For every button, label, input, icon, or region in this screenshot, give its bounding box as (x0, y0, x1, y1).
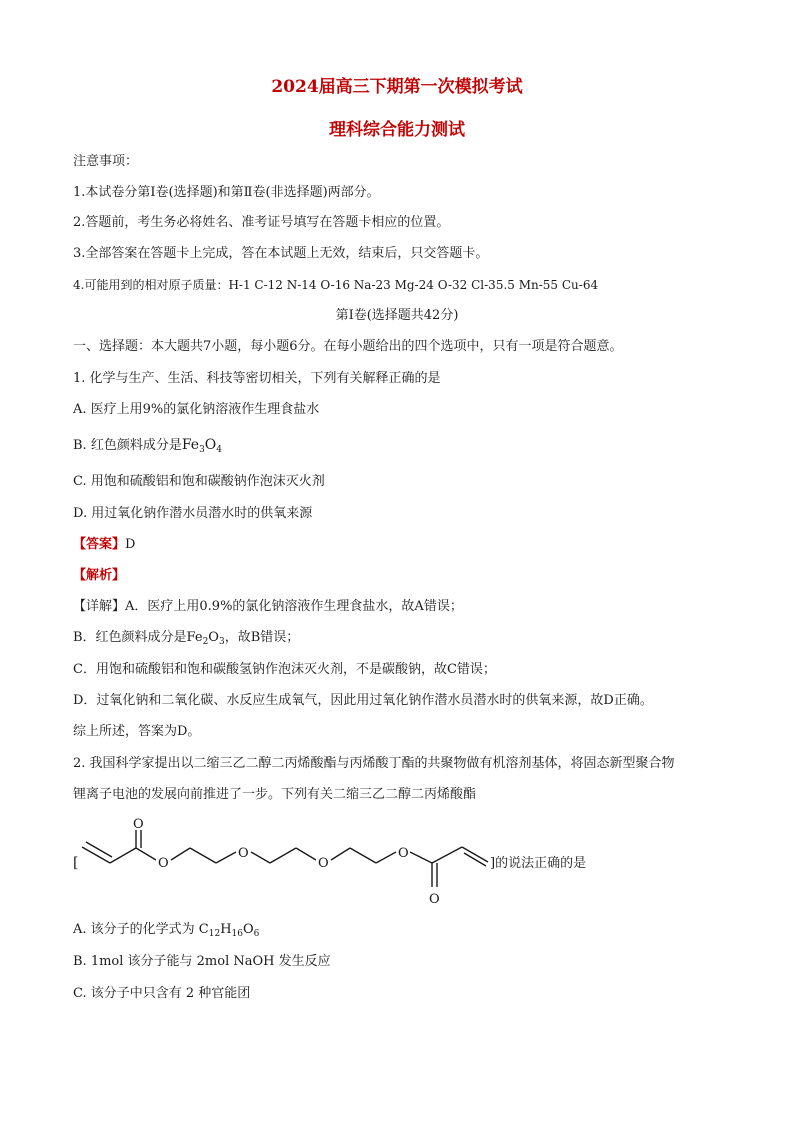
atom-o-ether-1: O (238, 846, 249, 861)
answer-label: 【答案】 (73, 537, 126, 552)
q1-option-b-formula: $Fe_3O_4$ (181, 437, 223, 455)
struct-suffix: ]的说法正确的是 (490, 856, 587, 871)
q1-detail-c: C．用饱和硫酸铝和饱和碳酸氢钠作泡沫灭火剂，不是碳酸钠，故C错误； (73, 662, 496, 677)
detail-label: 【详解】 (73, 599, 126, 614)
q1-analysis-label (73, 567, 125, 585)
q1-option-a: A. 医疗上用9%的氯化钠溶液作生理食盐水 (73, 402, 320, 417)
notes-heading: 注意事项： (73, 154, 139, 169)
section-instruction: 一、选择题：本大题共7小题，每小题6分。在每小题给出的四个选项中，只有一项是符合题意。 (73, 339, 623, 354)
section-title: 第Ⅰ卷(选择题共42分) (335, 308, 459, 323)
exam-title: 2024届高三下期第一次模拟考试 (271, 77, 523, 97)
atom-o-ether-2: O (318, 856, 329, 871)
q2-stem-line1: 2. 我国科学家提出以二缩三乙二醇二丙烯酸酯与丙烯酸丁酯的共聚物做有机溶剂基体，将固态新型聚合物 (73, 756, 675, 771)
note-item-4: 4.可能用到的相对原子质量：H-1 C-12 N-14 O-16 Na-23 Mg-24 O-32 Cl-35.5 Mn-55 Cu-64 (73, 278, 599, 292)
atom-o-ester-1: O (158, 856, 169, 871)
q2-stem-line2: 锂离子电池的发展向前推进了一步。下列有关二缩三乙二醇二丙烯酸酯 (73, 787, 477, 802)
q2-option-c: C. 该分子中只含有 2 种官能团 (73, 986, 251, 1001)
q1-detail-a (73, 598, 463, 616)
q1-option-d: D. 用过氧化钠作潜水员潜水时的供氧来源 (73, 506, 313, 521)
note-item-2: 2.答题前，考生务必将姓名、准考证号填写在答题卡相应的位置。 (73, 215, 450, 230)
q1-stem: 1. 化学与生产、生活、科技等密切相关，下列有关解释正确的是 (73, 371, 441, 386)
atom-o-carbonyl-1: O (133, 817, 144, 832)
q1-option-b (73, 436, 222, 455)
molecule-structure (70, 815, 690, 915)
note-item-1: 1.本试卷分第Ⅰ卷(选择题)和第Ⅱ卷(非选择题)两部分。 (73, 185, 380, 200)
q1-option-c: C. 用饱和硫酸铝和饱和碳酸钠作泡沫灭火剂 (73, 474, 325, 489)
atom-o-ester-2: O (398, 846, 409, 861)
exam-subtitle: 理科综合能力测试 (329, 120, 465, 140)
q1-option-b-text: B. 红色颜料成分是 (73, 438, 182, 453)
note-item-3: 3.全部答案在答题卡上完成，答在本试题上无效，结束后，只交答题卡。 (73, 246, 489, 261)
q1-summary: 综上所述，答案为D。 (73, 724, 201, 739)
atom-o-carbonyl-2: O (429, 892, 440, 907)
analysis-label: 【解析】 (73, 568, 126, 583)
answer-value: D (125, 537, 136, 552)
detail-a-text: A．医疗上用0.9%的氯化钠溶液作生理食盐水，故A错误； (125, 599, 463, 614)
q2-option-b: B. 1mol 该分子能与 2mol NaOH 发生反应 (73, 954, 331, 969)
bracket-open: [ (73, 855, 79, 871)
q2-option-a: A. 该分子的化学式为 $C_{12}H_{16}O_6$ (73, 922, 260, 939)
q1-answer (73, 536, 135, 554)
q1-detail-b: B．红色颜料成分是$Fe_2O_3$，故B错误； (73, 630, 300, 647)
q1-detail-d: D．过氧化钠和二氧化碳、水反应生成氧气，因此用过氧化钠作潜水员潜水时的供氧来源，故D正确。 (73, 693, 653, 708)
